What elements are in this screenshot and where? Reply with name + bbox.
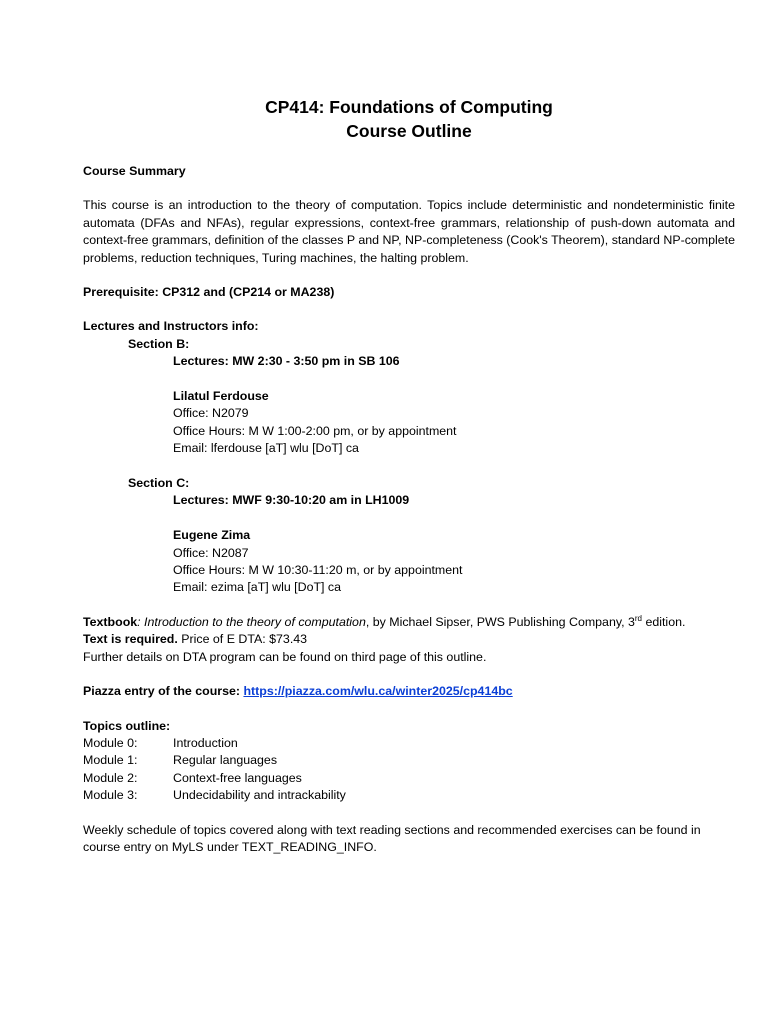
- section-c-instructor: Eugene Zima: [173, 528, 251, 543]
- textbook-details: , by Michael Sipser, PWS Publishing Company, 3: [365, 614, 635, 629]
- piazza-link[interactable]: https://piazza.com/wlu.ca/winter2025/cp414bc: [243, 684, 513, 699]
- section-c-office-hours: Office Hours: M W 10:30-11:20 m, or by appointment: [173, 563, 463, 578]
- section-b-office: Office: N2079: [173, 406, 249, 421]
- topic-name: Undecidability and intrackability: [173, 788, 346, 803]
- textbook-price: Price of E DTA: $73.43: [177, 632, 308, 647]
- course-title: CP414: Foundations of Computing: [265, 97, 553, 117]
- topic-row: [83, 752, 735, 769]
- text-required-line: [83, 631, 735, 648]
- topics-heading: Topics outline:: [83, 718, 171, 733]
- topics-outline: [83, 718, 735, 805]
- text-required-label: Text is required.: [83, 632, 178, 647]
- section-b-lectures: Lectures: MW 2:30 - 3:50 pm in SB 106: [173, 354, 400, 369]
- topic-row: [83, 787, 735, 804]
- topic-name: Context-free languages: [173, 770, 302, 785]
- topic-name: Regular languages: [173, 753, 278, 768]
- textbook-edition-suffix: edition.: [642, 614, 686, 629]
- textbook-line: [83, 614, 735, 631]
- textbook-title: Introduction to the theory of computation: [144, 614, 366, 629]
- section-c-label: Section C:: [128, 476, 190, 491]
- section-c-email: Email: ezima [aT] wlu [DoT] ca: [173, 580, 342, 595]
- textbook-label: Textbook: [83, 614, 138, 629]
- textbook-edition-sup: rd: [634, 613, 643, 623]
- topic-module: Module 1:: [83, 753, 138, 768]
- topic-row: [83, 735, 735, 752]
- textbook-info: [83, 614, 735, 666]
- topic-name: Introduction: [173, 735, 238, 750]
- topic-module: Module 0:: [83, 735, 138, 750]
- section-c-lectures: Lectures: MWF 9:30-10:20 am in LH1009: [173, 493, 410, 508]
- dta-details: Further details on DTA program can be found on third page of this outline.: [83, 649, 487, 664]
- topic-module: Module 2:: [83, 770, 138, 785]
- piazza-line: [83, 683, 735, 700]
- piazza-label: Piazza entry of the course:: [83, 684, 244, 699]
- course-subtitle: Course Outline: [346, 121, 472, 141]
- lectures-info: [83, 318, 735, 596]
- section-b-office-hours: Office Hours: M W 1:00-2:00 pm, or by appointment: [173, 423, 457, 438]
- weekly-schedule-note: Weekly schedule of topics covered along with text reading sections and recommended exercises can be found in course entry on MyLS under TEXT_READING_INFO.: [83, 822, 701, 854]
- course-summary-heading: Course Summary: [83, 164, 186, 178]
- topic-row: [83, 770, 735, 787]
- course-summary-text: This course is an introduction to the theory of computation. Topics include deterministic and nondeterministic finite automata (DFAs and NFAs), regular expressions, context-free grammars, relationship of push-down automata and context-free grammars, definition of the classes P and NP, NP-completeness (Cook's Theorem), standard NP-complete problems, reduction techniques, Turing machines, the halting problem.: [83, 198, 735, 265]
- textbook-colon: :: [137, 614, 145, 629]
- section-b-label: Section B:: [128, 336, 190, 351]
- section-b-instructor: Lilatul Ferdouse: [173, 389, 269, 404]
- document-title: [83, 95, 735, 143]
- section-b-email: Email: lferdouse [aT] wlu [DoT] ca: [173, 441, 359, 456]
- section-c-office: Office: N2087: [173, 545, 249, 560]
- lectures-heading: Lectures and Instructors info:: [83, 319, 259, 334]
- course-outline-page: [83, 95, 735, 873]
- prerequisite: Prerequisite: CP312 and (CP214 or MA238): [83, 285, 335, 300]
- topic-module: Module 3:: [83, 788, 138, 803]
